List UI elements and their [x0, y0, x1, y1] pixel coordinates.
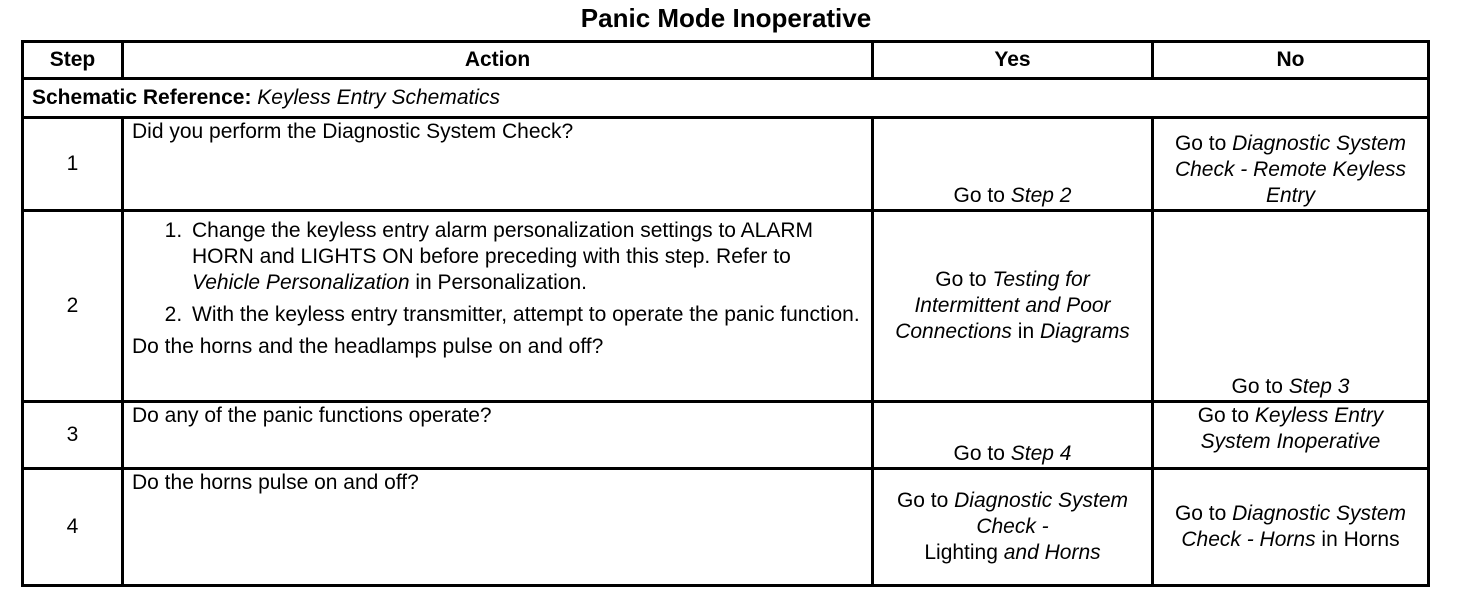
yes-link[interactable]: Step 2: [1010, 184, 1072, 207]
yes-cell: Go to Step 4: [873, 402, 1153, 469]
yes-link[interactable]: Testing for Intermittent and Poor Connections: [895, 268, 1111, 343]
page-title: Panic Mode Inoperative: [580, 3, 872, 33]
no-link[interactable]: Step 3: [1288, 375, 1350, 398]
step-number: 1: [23, 118, 123, 211]
no-link[interactable]: Diagnostic System Check - Remote Keyless Entry: [1174, 132, 1407, 207]
schematic-reference: [23, 79, 1429, 118]
no-cell: Go to Diagnostic System Check - Horns in Horns: [1153, 469, 1429, 586]
yes-link-horns[interactable]: and Horns: [1003, 541, 1101, 564]
action-question: Do any of the panic functions operate?: [123, 402, 873, 469]
yes-cell: Go to Diagnostic System Check - Lighting and Horns: [873, 469, 1153, 586]
table-row: [23, 469, 1429, 586]
no-link[interactable]: Diagnostic System Check - Horns: [1181, 502, 1407, 551]
yes-link[interactable]: Diagnostic System Check -: [954, 489, 1129, 538]
yes-cell: Go to Step 2: [873, 118, 1153, 211]
schematic-link[interactable]: Keyless Entry Schematics: [257, 86, 501, 109]
table-row: [23, 211, 1429, 402]
step-number: 4: [23, 469, 123, 586]
step-number: 2: [23, 211, 123, 402]
action-steps-list: [132, 218, 863, 328]
action-step-2: 2. With the keyless entry transmitter, attempt to operate the panic function.: [188, 302, 863, 328]
table-row: [23, 402, 1429, 469]
yes-link[interactable]: Step 4: [1010, 442, 1072, 465]
header-yes: Yes: [873, 42, 1153, 79]
no-cell: Go to Step 3: [1153, 211, 1429, 402]
action-question: Did you perform the Diagnostic System Check?: [123, 118, 873, 211]
action-question: Do the horns pulse on and off?: [123, 469, 873, 586]
yes-cell: Go to Testing for Intermittent and Poor Connections in Diagrams: [873, 211, 1153, 402]
table-row: [23, 118, 1429, 211]
schematic-label: Schematic Reference:: [32, 86, 252, 109]
vehicle-personalization-link[interactable]: Vehicle Personalization: [192, 271, 410, 294]
header-step: Step: [23, 42, 123, 79]
action-cell: [123, 211, 873, 402]
header-row: [23, 42, 1429, 79]
step-number: 3: [23, 402, 123, 469]
header-action: Action: [123, 42, 873, 79]
no-link[interactable]: Keyless Entry System Inoperative: [1200, 404, 1384, 453]
header-no: No: [1153, 42, 1429, 79]
yes-link-diagrams[interactable]: Diagrams: [1039, 320, 1130, 343]
diagnostic-table: [21, 40, 1430, 587]
no-cell: Go to Keyless Entry System Inoperative: [1153, 402, 1429, 469]
action-step-1: 1. Change the keyless entry alarm personalization settings to ALARM HORN and LIGHTS ON before preceding with this step. Refer to Vehicle Personalization in Personalization.: [188, 218, 863, 296]
schematic-reference-row: [23, 79, 1429, 118]
action-question: Do the horns and the headlamps pulse on and off?: [132, 335, 604, 358]
no-cell: Go to Diagnostic System Check - Remote Keyless Entry: [1153, 118, 1429, 211]
